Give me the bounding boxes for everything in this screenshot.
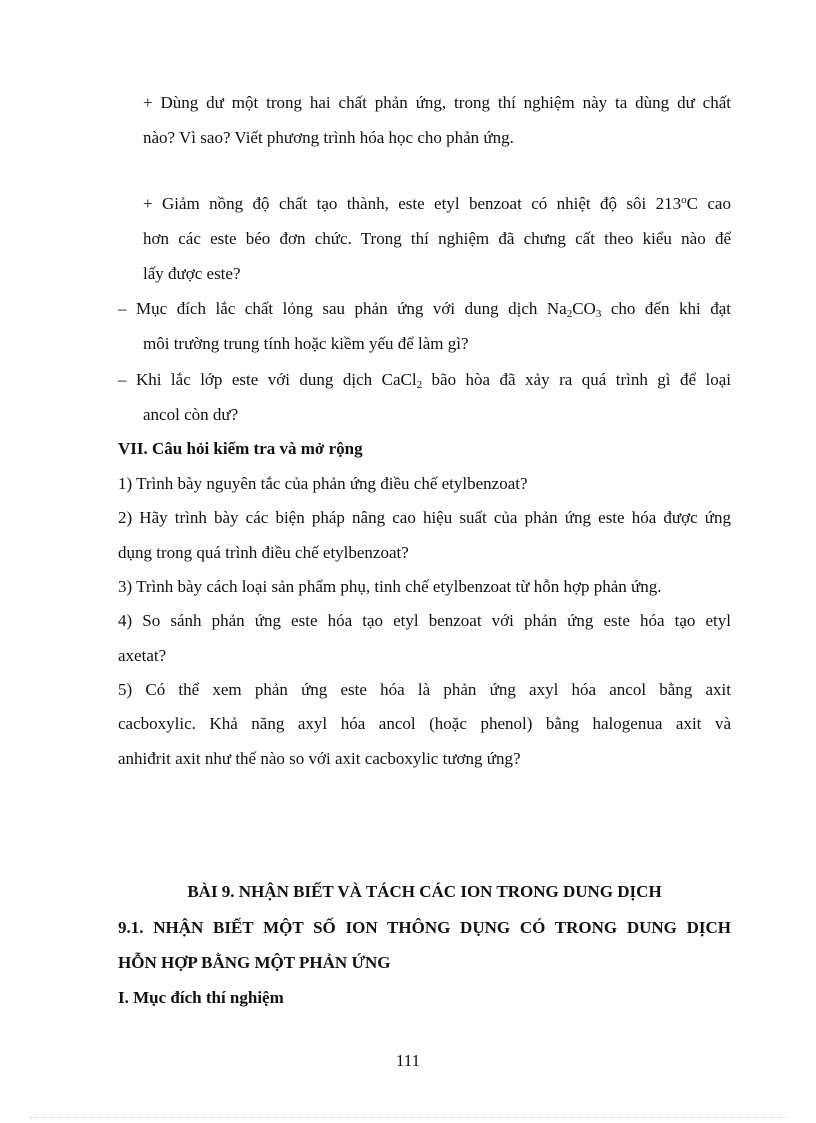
paragraph-line: hơn các este béo đơn chức. Trong thí nghiệm đã chưng cất theo kiểu nào để: [143, 229, 731, 248]
text-span: CO: [572, 299, 596, 318]
paragraph-line: [118, 369, 731, 391]
paragraph-line: nào? Vì sao? Viết phương trình hóa học cho phản ứng.: [143, 128, 514, 147]
page-border: [30, 1117, 786, 1118]
subscript: 3: [595, 308, 602, 320]
question-line: axetat?: [118, 646, 167, 665]
question-line: 4) So sánh phản ứng este hóa tạo etyl benzoat với phản ứng este hóa tạo etyl: [118, 611, 731, 630]
subscript: 2: [566, 308, 573, 320]
text-span: cho đến khi đạt: [601, 299, 731, 318]
paragraph-line: + Dùng dư một trong hai chất phản ứng, trong thí nghiệm này ta dùng dư chất: [143, 93, 731, 112]
lesson-subtitle: HỖN HỢP BẰNG MỘT PHẢN ỨNG: [118, 953, 391, 972]
question-line: 2) Hãy trình bày các biện pháp nâng cao hiệu suất của phản ứng este hóa được ứng: [118, 508, 731, 527]
section-heading: I. Mục đích thí nghiệm: [118, 988, 284, 1007]
degree-superscript: o: [681, 194, 687, 206]
text-span: bão hòa đã xảy ra quá trình gì để loại: [422, 370, 731, 389]
question-line: 5) Có thể xem phản ứng este hóa là phản ứng axyl hóa ancol bằng axit: [118, 680, 731, 699]
question-line: 3) Trình bày cách loại sản phẩm phụ, tinh chế etylbenzoat từ hỗn hợp phản ứng.: [118, 577, 662, 596]
text-span: – Khi lắc lớp este với dung dịch CaCl: [118, 370, 417, 389]
text-span: + Giảm nồng độ chất tạo thành, este etyl benzoat có nhiệt độ sôi 213: [143, 194, 682, 213]
page-number: 111: [395, 1051, 421, 1070]
paragraph-line: ancol còn dư?: [143, 405, 239, 424]
lesson-subtitle: 9.1. NHẬN BIẾT MỘT SỐ ION THÔNG DỤNG CÓ TRONG DUNG DỊCH: [118, 918, 731, 937]
section-heading: VII. Câu hỏi kiểm tra và mở rộng: [118, 439, 363, 458]
paragraph-line: [143, 193, 731, 215]
question-line: cacboxylic. Khả năng axyl hóa ancol (hoặc phenol) bằng halogenua axit và: [118, 714, 731, 733]
question-line: anhiđrit axit như thế nào so với axit cacboxylic tương ứng?: [118, 749, 521, 768]
subscript: 2: [416, 379, 423, 391]
text-span: – Mục đích lắc chất lỏng sau phản ứng với dung dịch Na: [118, 299, 567, 318]
paragraph-line: [118, 298, 731, 320]
paragraph-line: môi trường trung tính hoặc kiềm yếu để làm gì?: [143, 334, 469, 353]
question-line: 1) Trình bày nguyên tắc của phản ứng điều chế etylbenzoat?: [118, 474, 528, 493]
paragraph-line: lấy được este?: [143, 264, 241, 283]
question-line: dụng trong quá trình điều chế etylbenzoat?: [118, 543, 409, 562]
lesson-title: BÀI 9. NHẬN BIẾT VÀ TÁCH CÁC ION TRONG DUNG DỊCH: [187, 882, 662, 901]
text-span: C cao: [686, 194, 731, 213]
